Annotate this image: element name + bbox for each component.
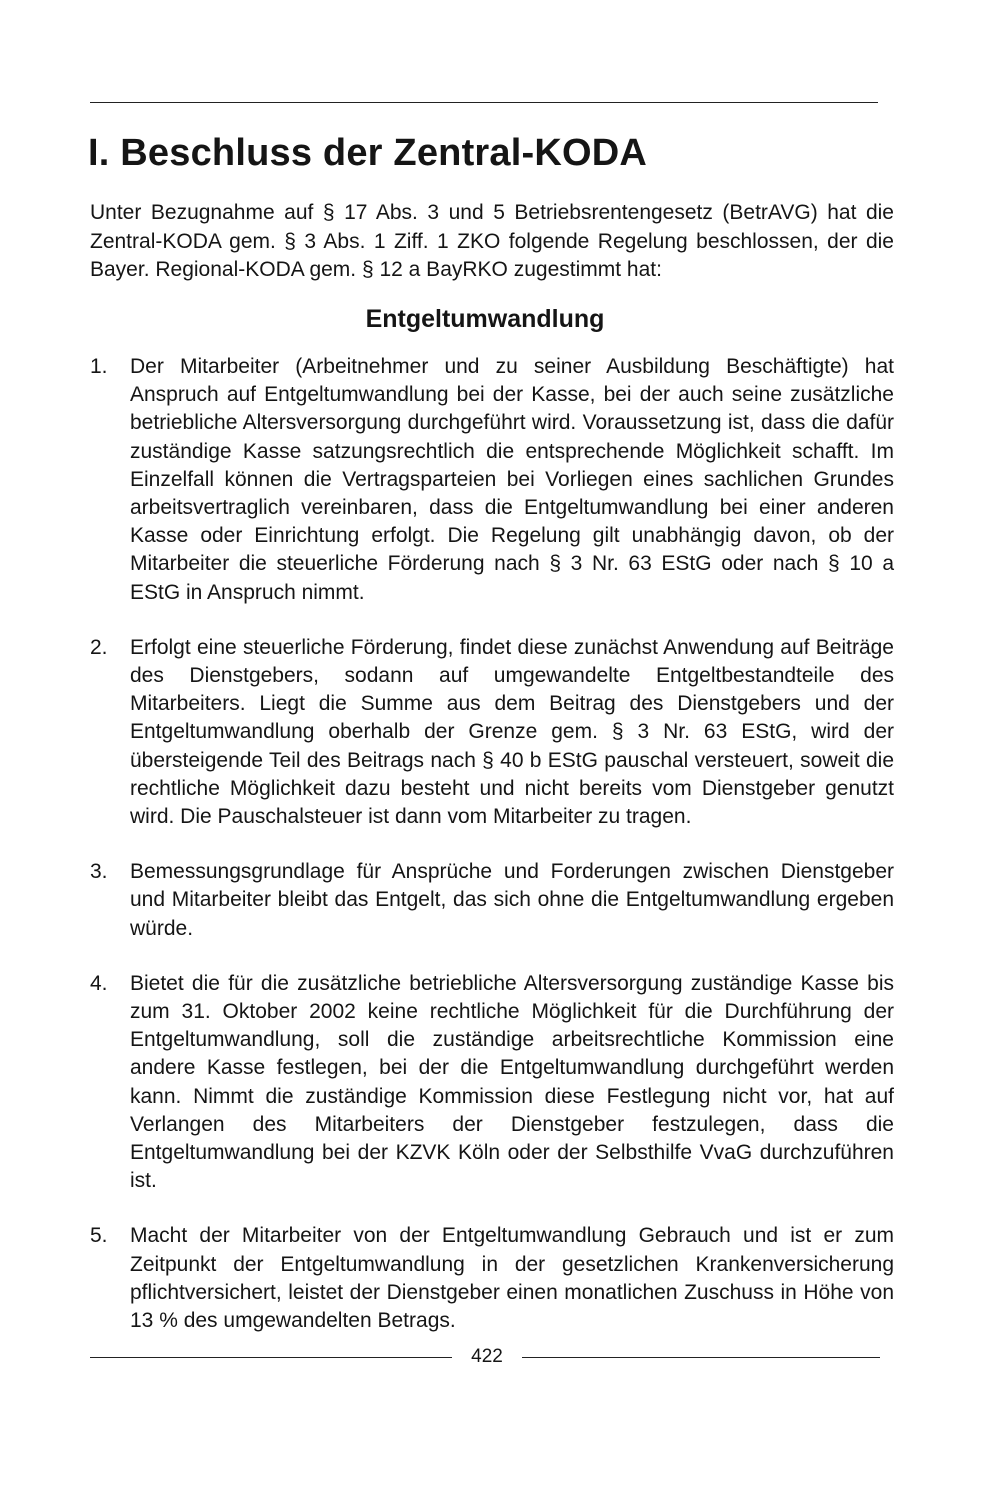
page-number: 422 xyxy=(471,1346,503,1367)
item-text: Erfolgt eine steuerliche Förderung, findet diese zunächst Anwendung auf Beiträge des Dienstgebers, sodann auf umgewandelte Entgeltbestandteile des Mitarbeiters. Liegt die Summe aus dem Beitrag des Dienstgebers und der Entgeltumwandlung oberhalb der Grenze gem. § 3 Nr. 63 EStG, wird der übersteigende Teil des Beitrags nach § 40 b EStG pauschal versteuert, soweit die rechtliche Möglichkeit dazu besteht und nicht bereits vom Dienstgeber genutzt wird. Die Pauschalsteuer ist dann vom Mitarbeiter zu tragen. xyxy=(130,635,894,829)
item-text: Macht der Mitarbeiter von der Entgeltumwandlung Gebrauch und ist er zum Zeitpunkt der Entgeltumwandlung in der gesetzlichen Krankenversicherung pflichtversichert, leistet der Dienstgeber einen monatlichen Zuschuss in Höhe von 13 % des umgewandelten Betrags. xyxy=(130,1224,894,1333)
item-text: Bemessungsgrundlage für Ansprüche und Forderungen zwischen Dienstgeber und Mitarbeiter bleibt das Entgelt, das sich ohne die Entgeltumwandlung ergeben würde. xyxy=(130,860,894,940)
footer-rule-left xyxy=(90,1357,452,1358)
footer-rule-right xyxy=(522,1357,880,1358)
list-item xyxy=(90,858,894,943)
list-item xyxy=(90,970,894,1196)
list-item xyxy=(90,634,894,831)
section-subheading: Entgeltumwandlung xyxy=(365,305,605,333)
page-footer xyxy=(90,1345,880,1369)
item-number: 5. xyxy=(90,1224,108,1248)
item-number: 2. xyxy=(90,635,108,659)
intro-paragraph: Unter Bezugnahme auf § 17 Abs. 3 und 5 Betriebsrentengesetz (BetrAVG) hat die Zentral-KODA gem. § 3 Abs. 1 Ziff. 1 ZKO folgende Regelung beschlossen, der die Bayer. Regional-KODA gem. § 12 a BayRKO zugestimmt hat: xyxy=(90,201,894,281)
list-item xyxy=(90,1222,894,1335)
item-number: 1. xyxy=(90,355,108,378)
list-item xyxy=(90,353,894,607)
page-heading: I. Beschluss der Zentral-KODA xyxy=(88,132,648,174)
item-number: 4. xyxy=(90,971,108,995)
item-text: Bietet die für die zusätzliche betriebliche Altersversorgung zuständige Kasse bis zum 31. Oktober 2002 keine rechtliche Möglichkeit für die Durchführung der Entgeltumwandlung, soll die zuständige arbeitsrechtliche Kommission eine andere Kasse festlegen, bei der die Entgeltumwandlung durchgeführt werden kann. Nimmt die zuständige Kommission diese Festlegung nicht vor, hat auf Verlangen des Mitarbeiters der Dienstgeber festzulegen, dass die Entgeltumwandlung bei der KZVK Köln oder der Selbsthilfe VvaG durchzuführen ist. xyxy=(130,971,894,1193)
item-text: Der Mitarbeiter (Arbeitnehmer und zu seiner Ausbildung Beschäftigte) hat Anspruch auf Entgeltumwandlung bei der Kasse, bei der auch seine zusätzliche betriebliche Altersversorgung durchgeführt wird. Voraussetzung ist, dass die dafür zuständige Kasse satzungsrechtlich die entsprechende Möglichkeit schafft. Im Einzelfall können die Vertragsparteien bei Vorliegen eines sachlichen Grundes arbeitsvertraglich vereinbaren, dass die Entgeltumwandlung bei einer anderen Kasse oder Einrichtung erfolgt. Die Regelung gilt unabhängig davon, ob der Mitarbeiter die steuerliche Förderung nach § 3 Nr. 63 EStG oder nach § 10 a EStG in Anspruch nimmt. xyxy=(130,355,894,604)
item-number: 3. xyxy=(90,860,108,884)
top-rule xyxy=(90,102,878,103)
regulation-list xyxy=(90,353,894,1362)
